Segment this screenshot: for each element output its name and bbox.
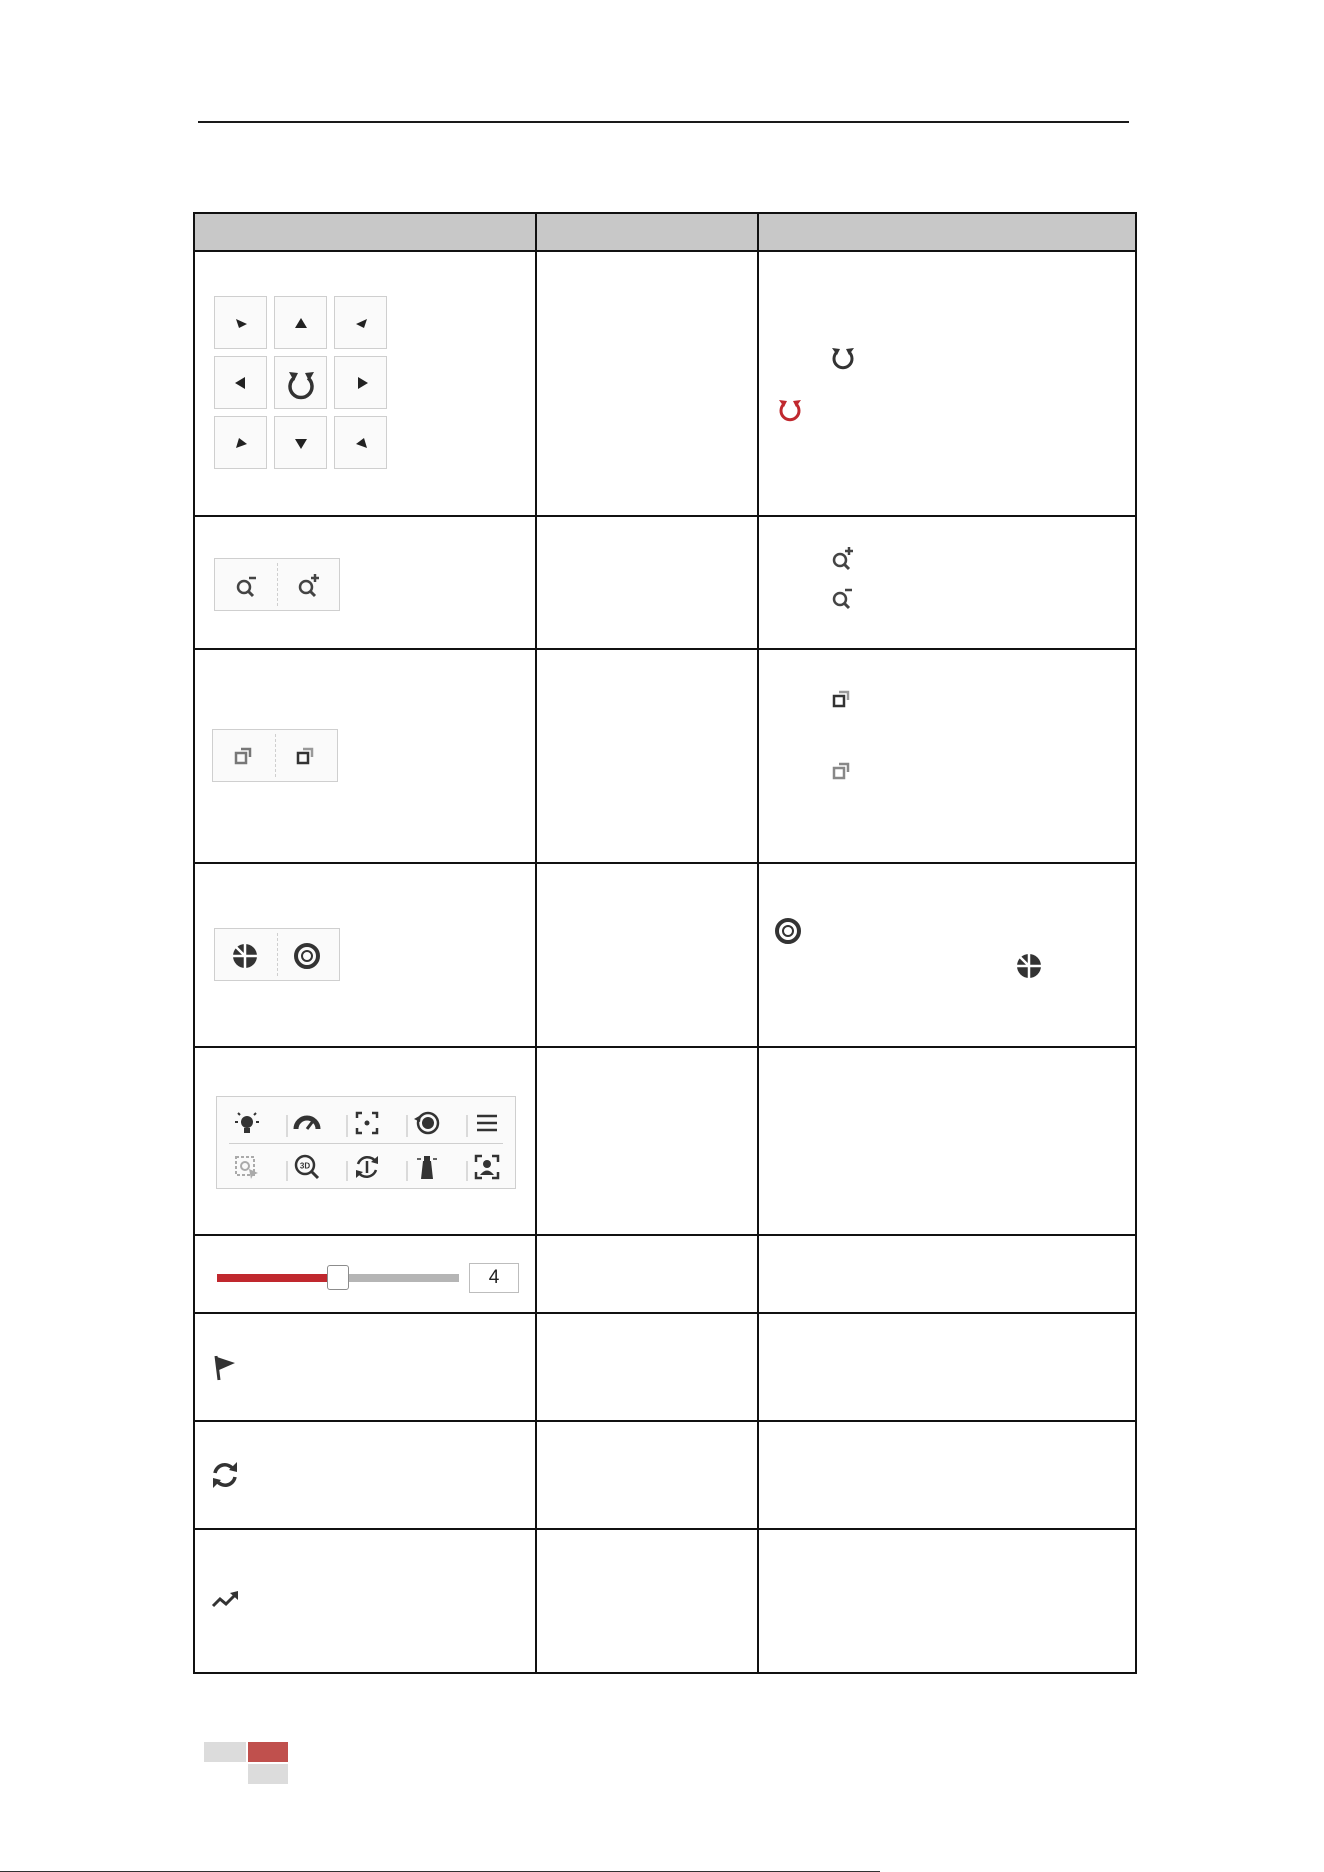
auto-scan-button[interactable] [274, 356, 327, 409]
header-cell-icon [194, 213, 536, 251]
arrow-up-right-icon [335, 297, 388, 350]
table-header-row [194, 213, 1136, 251]
cell-empty [536, 516, 758, 649]
arrow-down-icon [275, 417, 328, 470]
cell-empty [536, 1047, 758, 1235]
iris-button-group [214, 928, 340, 981]
table-row [194, 1047, 1136, 1235]
table-row [194, 1313, 1136, 1421]
ptz-control-table [193, 212, 1137, 1674]
tilt-down-button[interactable] [274, 416, 327, 469]
iris-close-icon[interactable] [292, 941, 322, 971]
iris-open-icon [1014, 951, 1044, 981]
cell-empty [536, 1529, 758, 1673]
cell-empty [536, 251, 758, 516]
svg-text:3D: 3D [299, 1161, 311, 1171]
pan-down-right-button[interactable] [334, 416, 387, 469]
cell-empty [536, 1235, 758, 1313]
footer-block-accent [248, 1742, 288, 1762]
table-row [194, 1235, 1136, 1313]
zoom-in-icon [829, 545, 857, 573]
slider-handle[interactable] [327, 1265, 349, 1290]
arrow-right-icon [335, 357, 388, 410]
focus-far-icon [829, 758, 857, 786]
cell-empty [758, 1047, 1136, 1235]
cell-empty [758, 1529, 1136, 1673]
lens-initialization-icon[interactable] [411, 1107, 443, 1139]
table-row [194, 863, 1136, 1047]
tilt-up-button[interactable] [274, 296, 327, 349]
manual-tracking-icon[interactable] [231, 1151, 263, 1183]
arrow-up-icon [275, 297, 328, 350]
table-row [194, 1421, 1136, 1529]
arrow-down-left-icon [215, 417, 268, 470]
iris-open-icon[interactable] [230, 941, 260, 971]
header-cell-description [758, 213, 1136, 251]
arrow-down-right-icon [335, 417, 388, 470]
one-touch-patrol-icon[interactable] [351, 1151, 383, 1183]
pan-up-right-button[interactable] [334, 296, 387, 349]
auto-scan-icon [829, 345, 857, 373]
table-row [194, 251, 1136, 516]
footer-block-light-lower [248, 1764, 288, 1784]
focus-far-icon[interactable] [231, 743, 259, 771]
table-row [194, 649, 1136, 863]
cell-empty [758, 1235, 1136, 1313]
slider-fill [217, 1274, 341, 1282]
pan-right-button[interactable] [334, 356, 387, 409]
pan-down-left-button[interactable] [214, 416, 267, 469]
slider-track[interactable] [341, 1274, 459, 1282]
cell-empty [536, 863, 758, 1047]
wiper-icon[interactable] [291, 1107, 323, 1139]
cell-empty [758, 1421, 1136, 1529]
cell-empty [758, 1313, 1136, 1421]
pattern-icon[interactable] [210, 1588, 242, 1612]
auxiliary-function-toolbar [216, 1096, 516, 1189]
header-rule [198, 121, 1129, 123]
pan-up-left-button[interactable] [214, 296, 267, 349]
speed-value-field[interactable]: 4 [469, 1263, 519, 1293]
one-touch-park-icon[interactable] [411, 1151, 443, 1183]
menu-icon[interactable] [471, 1107, 503, 1139]
zoom-button-group [214, 558, 340, 611]
auxiliary-focus-icon[interactable] [351, 1107, 383, 1139]
light-icon[interactable] [231, 1107, 263, 1139]
auto-scan-active-icon [776, 397, 804, 425]
regional-exposure-icon[interactable] [471, 1151, 503, 1183]
pan-left-button[interactable] [214, 356, 267, 409]
table-row [194, 516, 1136, 649]
zoom-out-icon[interactable] [233, 572, 261, 600]
3d-zoom-icon[interactable] [291, 1151, 323, 1183]
table-row [194, 1529, 1136, 1673]
zoom-in-icon[interactable] [295, 572, 323, 600]
auto-scan-icon [275, 357, 328, 410]
cell-empty [536, 649, 758, 863]
arrow-up-left-icon [215, 297, 268, 350]
arrow-left-icon [215, 357, 268, 410]
footer-block-light [204, 1742, 246, 1762]
cell-empty [536, 1421, 758, 1529]
patrol-icon[interactable] [210, 1459, 240, 1491]
header-cell-name [536, 213, 758, 251]
preset-flag-icon[interactable] [210, 1352, 240, 1384]
focus-button-group [212, 729, 338, 782]
focus-near-icon[interactable] [293, 743, 321, 771]
focus-near-icon [829, 686, 857, 714]
cell-empty [536, 1313, 758, 1421]
iris-close-icon [773, 916, 803, 946]
zoom-out-icon [829, 584, 857, 612]
